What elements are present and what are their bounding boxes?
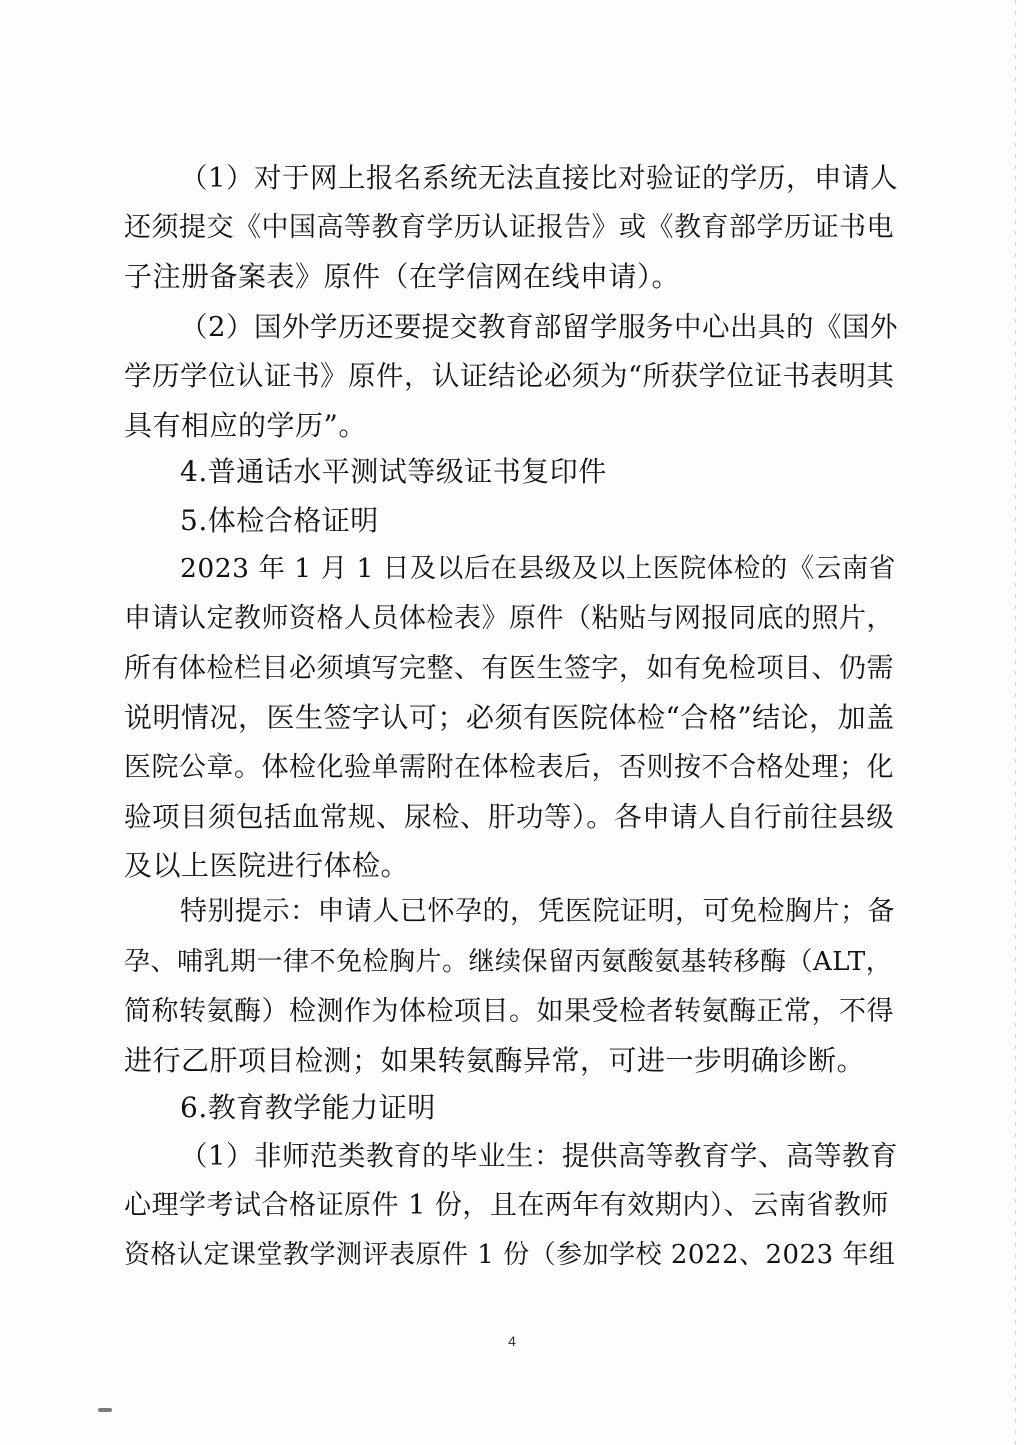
text-line: 资格认定课堂教学测评表原件 1 份（参加学校 2022、2023 年组 [124,1240,896,1270]
text-line: 孕、哺乳期一律不免检胸片。继续保留丙氨酸氨基转移酶（ALT， [124,947,893,977]
text-line: 申请认定教师资格人员体检表》原件（粘贴与网报同底的照片， [124,603,894,634]
text-line: 2023 年 1 月 1 日及以后在县级及以上医院体检的《云南省 [180,553,896,584]
text-line: （2）国外学历还要提交教育部留学服务中心出具的《国外 [180,311,898,343]
text-line: 子注册备案表》原件（在学信网在线申请）。 [124,260,681,293]
text-line: 说明情况，医生签字认可；必须有医院体检“合格”结论，加盖 [124,701,895,734]
scan-mark-artifact [98,1408,112,1412]
text-line: （1）对于网上报名系统无法直接比对验证的学历，申请人 [180,162,898,194]
text-line: 简称转氨酶）检测作为体检项目。如果受检者转氨酶正常，不得 [124,996,894,1027]
text-line: 所有体检栏目必须填写完整、有医生签字，如有免检项目、仍需 [124,653,894,684]
text-line: 验项目须包括血常规、尿检、肝功等）。各申请人自行前往县级 [124,801,895,833]
text-line: 具有相应的学历”。 [124,409,367,442]
section-heading: 4.普通话水平测试等级证书复印件 [180,455,607,488]
text-line: 学历学位认证书》原件，认证结论必须为“所获学位证书表明其 [124,360,895,392]
text-line: 进行乙肝项目检测；如果转氨酶异常，可进一步明确诊断。 [124,1044,866,1077]
page-number: 4 [508,1333,516,1349]
scan-edge-artifact [1015,0,1016,1445]
text-line: 还须提交《中国高等教育学历认证报告》或《教育部学历证书电 [124,212,894,243]
text-line: 医院公章。体检化验单需附在体检表后，否则按不合格处理；化 [124,752,894,783]
text-line: 特别提示：申请人已怀孕的，凭医院证明，可免检胸片；备 [180,896,895,927]
section-heading: 5.体检合格证明 [180,504,379,537]
text-line: 及以上医院进行体检。 [124,849,410,882]
text-line: （1）非师范类教育的毕业生：提供高等教育学、高等教育 [180,1140,898,1172]
section-heading: 6.教育教学能力证明 [180,1091,436,1124]
text-line: 心理学考试合格证原件 1 份，且在两年有效期内）、云南省教师 [124,1190,889,1221]
